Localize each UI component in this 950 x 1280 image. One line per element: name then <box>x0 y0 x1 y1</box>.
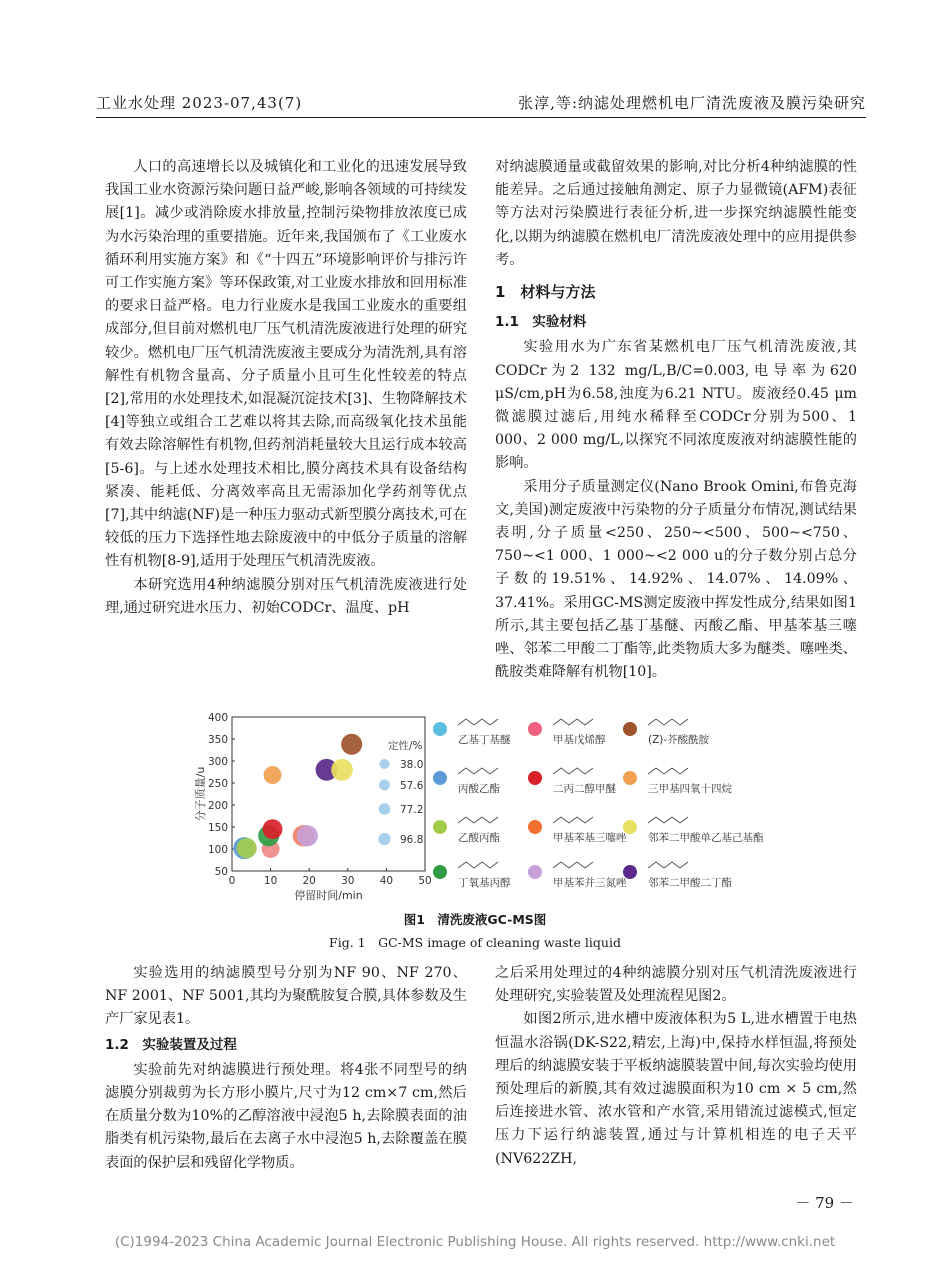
size-legend-label: 57.6 <box>400 780 424 792</box>
size-legend-label: 77.2 <box>400 804 424 816</box>
y-tick-label: 50 <box>214 866 228 878</box>
scatter-point <box>237 838 257 858</box>
scatter-point <box>264 766 282 784</box>
y-tick-label: 250 <box>207 778 228 790</box>
compound-legend-label: 乙酸丙酯 <box>458 832 500 844</box>
compound-legend-label: 乙基丁基醚 <box>458 734 511 746</box>
scatter-point <box>331 759 353 781</box>
x-tick-label: 40 <box>379 875 394 887</box>
journal-header: 工业水处理 2023-07,43(7) <box>96 94 303 112</box>
compound-legend-dot <box>623 820 637 834</box>
compound-legend-dot <box>433 865 447 879</box>
size-legend-bubble <box>379 803 391 815</box>
size-legend-bubble <box>379 780 390 791</box>
compound-legend-dot <box>528 722 542 736</box>
x-axis-label: 停留时间/min <box>294 889 363 902</box>
size-legend-label: 96.8 <box>400 834 424 846</box>
gcms-figure <box>190 705 790 935</box>
right-column-top <box>495 156 857 684</box>
intro-paragraph: 人口的高速增长以及城镇化和工业化的迅速发展导致我国工业水资源污染问题日益严峻,影响各领域的可持续发展[1]。减少或消除废水排放量,控制污染物排放浓度已成为水污染治理的重要措施。近年来,我国颁布了《工业废水循环利用实施方案》和《“十四五”环境影响评价与排污许可工作实施方案》等环保政策,对工业废水排放和回用标准的要求日益严格。电力行业废水是我国工业废水的重要组成部分,但目前对燃机电厂压气机清洗废液进行处理的研究较少。燃机电厂压气机清洗废液主要成分为清洗剂,具有溶解性有机物含量高、分子质量小且可生化性较差的特点[2],常用的水处理技术,如混凝沉淀技术[3]、生物降解技术[4]等独立或组合工艺难以将其去除,而高级氧化技术虽能有效去除溶解性有机物,但药剂消耗量较大且运行成本较高[5-6]。与上述水处理技术相比,膜分离技术具有设备结构紧凑、能耗低、分离效率高且无需添加化学药剂等优点[7],其中纳滤(NF)是一种压力驱动式新型膜分离技术,可在较低的压力下选择性地去除废液中的中低分子质量的溶解性有机物[8-9],适用于处理压气机清洗废液。 <box>105 159 467 570</box>
structure-sketch <box>458 817 498 823</box>
scatter-point <box>341 734 362 755</box>
compound-legend-label: 邻苯二甲酸单乙基己基酯 <box>648 832 764 844</box>
structure-sketch <box>553 719 593 725</box>
size-legend-title: 定性/% <box>388 740 423 752</box>
compound-legend-dot <box>528 820 542 834</box>
compound-legend <box>433 719 764 889</box>
compound-legend-dot <box>433 771 447 785</box>
section-heading-1-2: 1.2 实验装置及过程 <box>105 1036 237 1053</box>
copyright-footer: (C)1994-2023 China Academic Journal Electronic Publishing House. All rights reserved. http://www.cnki.net <box>114 1234 836 1250</box>
compound-legend-label: 二丙二醇甲醚 <box>553 783 616 795</box>
y-tick-label: 200 <box>207 800 228 812</box>
page-number: － 79 － <box>795 1194 854 1212</box>
section-heading-1: 1 材料与方法 <box>495 283 596 302</box>
compound-legend-label: 丙酸乙酯 <box>458 783 500 795</box>
structure-sketch <box>553 768 593 774</box>
left-column-top <box>105 156 467 620</box>
study-paragraph: 本研究选用4种纳滤膜分别对压气机清洗废液进行处理,通过研究进水压力、初始CODCr、温度、pH <box>105 576 467 616</box>
x-tick-label: 30 <box>341 875 355 887</box>
y-tick-label: 150 <box>207 822 228 834</box>
compound-legend-dot <box>433 820 447 834</box>
compound-legend-label: (Z)-芥酸酰胺 <box>648 734 710 746</box>
structure-sketch <box>553 862 593 868</box>
y-tick-label: 100 <box>207 844 228 856</box>
figure-caption-zh: 图1 清洗废液GC-MS图 <box>403 912 547 927</box>
size-legend-bubble <box>378 833 390 845</box>
scatter-point <box>263 819 283 839</box>
y-tick-label: 300 <box>207 756 228 768</box>
compound-legend-dot <box>528 865 542 879</box>
x-tick-label: 50 <box>418 875 432 887</box>
structure-sketch <box>553 817 593 823</box>
materials-paragraph: 实验用水为广东省某燃机电厂压气机清洗废液,其CODCr为2 132 mg/L,B/C=0.003,电导率为620 μS/cm,pH为6.58,浊度为6.21 NTU。废液经0.45 μm微滤膜过滤后,用纯水稀释至CODCr分别为500、1 000、2 000 mg/L,以探究不同浓度废液对纳滤膜性能的影响。 <box>495 339 857 472</box>
apparatus-intro: 之后采用处理过的4种纳滤膜分别对压气机清洗废液进行处理研究,实验装置及处理流程见图2。 <box>495 965 857 1005</box>
size-legend-bubble <box>380 759 390 769</box>
intro-continued: 对纳滤膜通量或截留效果的影响,对比分析4种纳滤膜的性能差异。之后通过接触角测定、原子力显微镜(AFM)表征等方法对污染膜进行表征分析,进一步探究纳滤膜性能变化,以期为纳滤膜在燃机电厂清洗废液处理中的应用提供参考。 <box>495 159 857 268</box>
membrane-paragraph: 实验选用的纳滤膜型号分别为NF 90、NF 270、NF 2001、NF 5001,其均为聚酰胺复合膜,具体参数及生产厂家见表1。 <box>105 965 467 1028</box>
compound-legend-dot <box>528 771 542 785</box>
structure-sketch <box>648 768 688 774</box>
section-heading-1-1: 1.1 实验材料 <box>495 314 587 331</box>
x-tick-label: 10 <box>263 875 278 887</box>
structure-sketch <box>648 817 688 823</box>
compound-legend-label: 甲基苯并三氮唑 <box>553 877 627 889</box>
x-tick-label: 0 <box>228 875 236 887</box>
y-tick-label: 350 <box>207 734 228 746</box>
structure-sketch <box>458 768 498 774</box>
structure-sketch <box>458 862 498 868</box>
x-tick-label: 20 <box>302 875 316 887</box>
compound-legend-label: 三甲基四氧十四烷 <box>648 783 732 795</box>
compound-legend-dot <box>623 865 637 879</box>
compound-legend-label: 丁氧基丙醇 <box>458 877 511 889</box>
structure-sketch <box>458 719 498 725</box>
size-legend-label: 38.0 <box>400 759 424 771</box>
compound-legend-label: 甲基戊烯醇 <box>553 734 606 746</box>
structure-sketch <box>648 719 688 725</box>
molecular-weight-paragraph: 采用分子质量测定仪(Nano Brook Omini,布鲁克海文,美国)测定废液中污染物的分子质量分布情况,测试结果表明,分子质量<250、250~<500、500~<750、750~<1 000、1 000~<2 000 u的分子数分别占总分子数的19.51%、14.92%、14.07%、14.09%、37.41%。采用GC-MS测定废液中挥发性成分,结果如图1所示,其主要包括乙基丁基醚、丙酸乙酯、甲基苯基三噻唑、邻苯二甲酸二丁酯等,此类物质大多为醚类、噻唑类、酰胺类难降解有机物[10]。 <box>495 478 857 681</box>
scatter-point <box>297 825 318 846</box>
left-column-bottom <box>105 962 467 1175</box>
size-legend <box>378 739 423 846</box>
compound-legend-label: 甲基苯基三噻唑 <box>553 832 627 844</box>
compound-legend-dot <box>433 722 447 736</box>
right-column-bottom <box>495 962 857 1171</box>
figure-caption-en: Fig. 1 GC-MS image of cleaning waste liquid <box>329 935 621 950</box>
pretreatment-paragraph: 实验前先对纳滤膜进行预处理。将4张不同型号的纳滤膜分别裁剪为长方形小膜片,尺寸为12 cm×7 cm,然后在质量分数为10%的乙醇溶液中浸泡5 h,去除膜表面的油脂类有机污染物,最后在去离子水中浸泡5 h,去除覆盖在膜表面的保护层和残留化学物质。 <box>105 1061 467 1171</box>
structure-sketch <box>648 862 688 868</box>
article-running-title: 张淳,等:纳滤处理燃机电厂清洗废液及膜污染研究 <box>518 94 866 112</box>
compound-legend-dot <box>623 771 637 785</box>
y-axis-label: 分子质量/u <box>194 766 207 822</box>
compound-legend-label: 邻苯二甲酸二丁酯 <box>648 877 732 889</box>
compound-legend-dot <box>623 722 637 736</box>
y-tick-label: 400 <box>207 712 228 724</box>
apparatus-paragraph: 如图2所示,进水槽中废液体积为5 L,进水槽置于电热恒温水浴锅(DK-S22,精宏,上海)中,保持水样恒温,将预处理后的纳滤膜安装于平板纳滤膜装置中间,每次实验均使用预处理后的新膜,其有效过滤膜面积为10 cm × 5 cm,然后连接进水管、浓水管和产水管,采用错流过滤模式,恒定压力下运行纳滤装置,通过与计算机相连的电子天平(NV622ZH, <box>495 1011 857 1167</box>
chart-marks <box>233 734 362 859</box>
header-rule <box>96 117 866 118</box>
